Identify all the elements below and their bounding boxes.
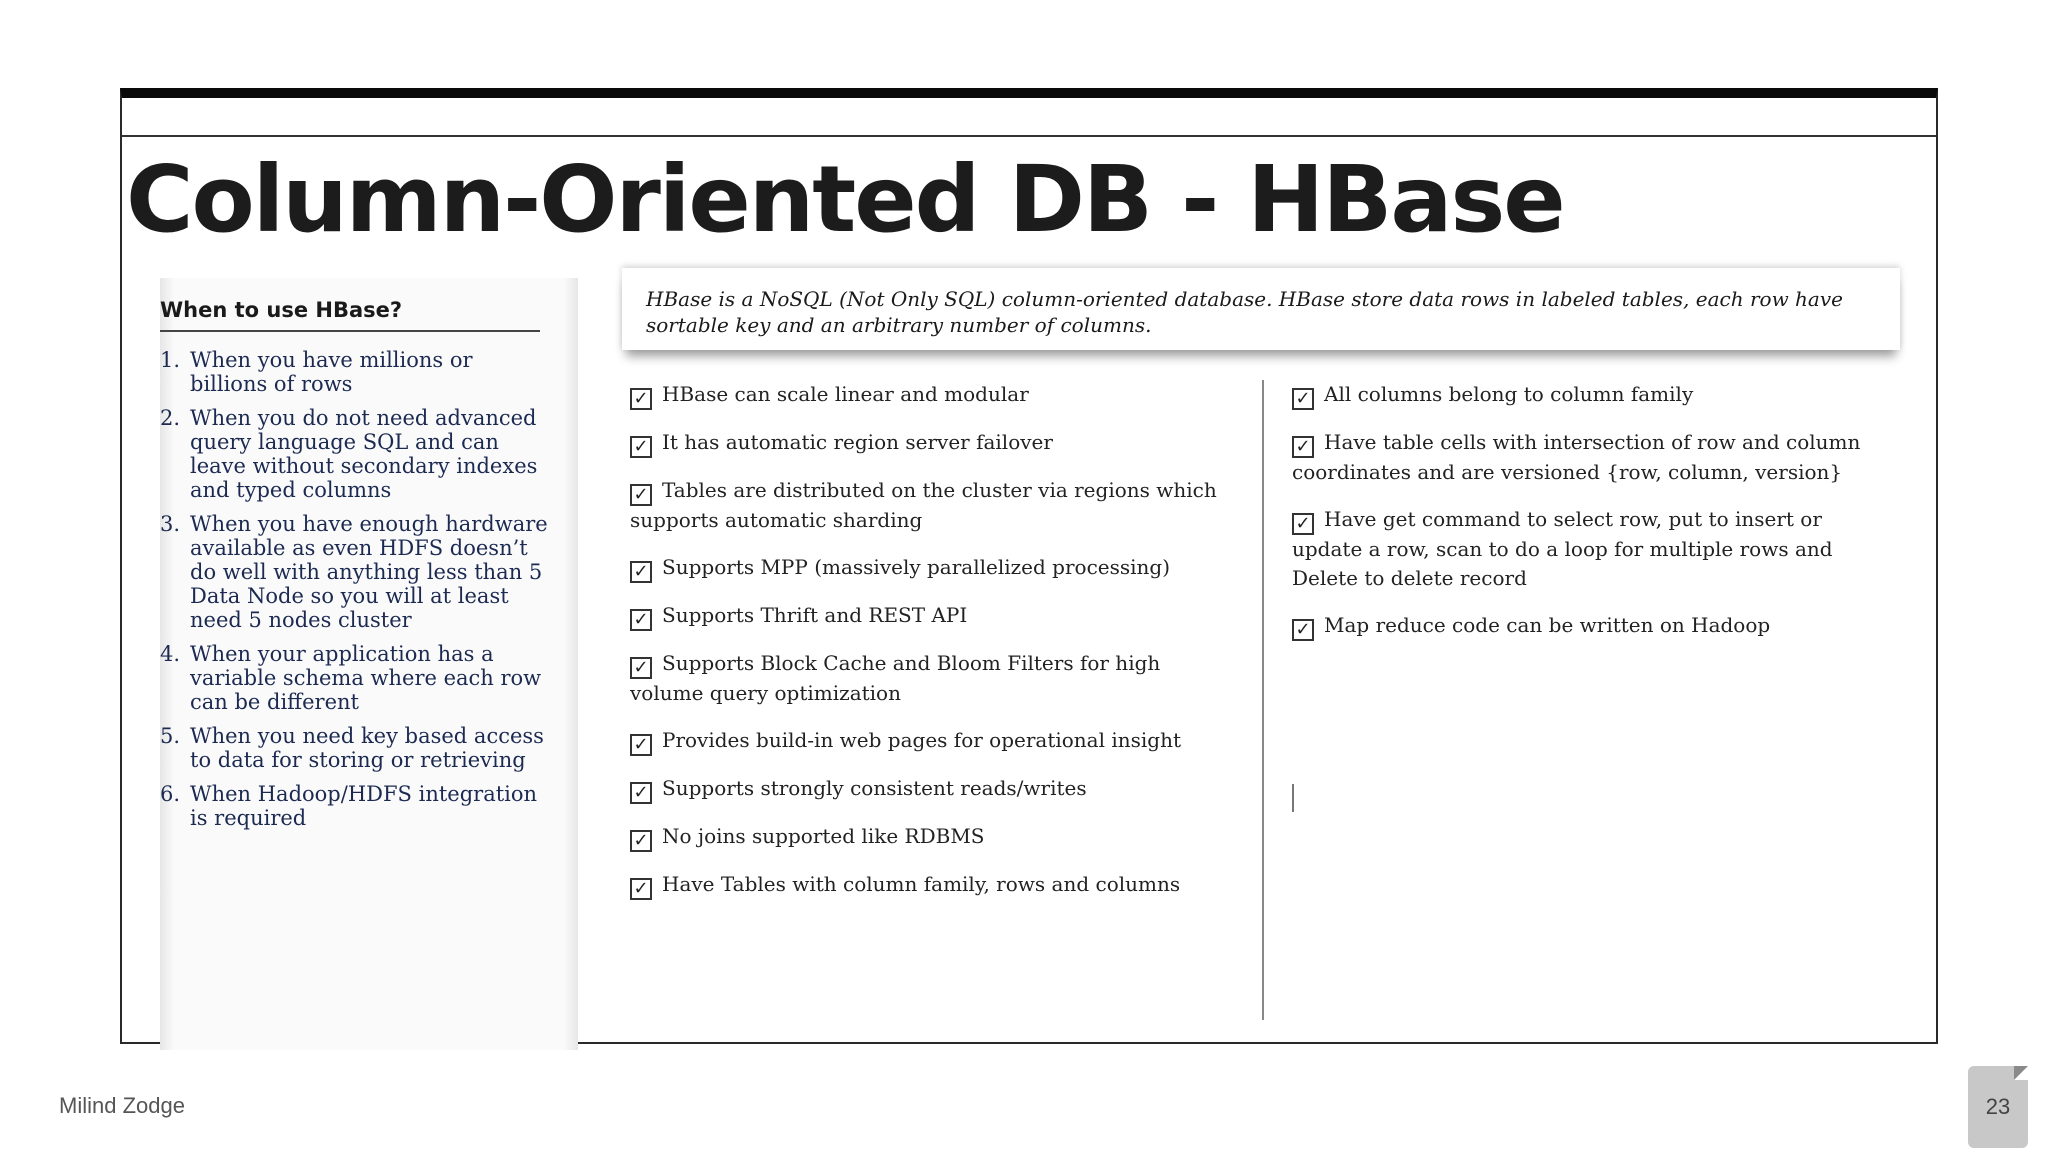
feature-text: HBase can scale linear and modular — [662, 382, 1029, 406]
feature-text: Tables are distributed on the cluster via regions which supports automatic sharding — [630, 478, 1217, 532]
feature-text: All columns belong to column family — [1324, 382, 1694, 406]
list-text: When you need key based access to data for storing or retrieving — [190, 724, 544, 772]
slide-image-frame — [120, 88, 1938, 1044]
list-number: 3. — [160, 512, 181, 536]
checkbox-checked-icon: ✓ — [630, 734, 652, 756]
footer-author: Milind Zodge — [59, 1093, 185, 1118]
checkbox-checked-icon: ✓ — [630, 436, 652, 458]
feature-text: Have get command to select row, put to insert or update a row, scan to do a loop for multiple rows and Delete to delete record — [1292, 507, 1833, 590]
checkbox-checked-icon: ✓ — [630, 878, 652, 900]
feature-item — [630, 476, 1230, 535]
checkbox-checked-icon: ✓ — [630, 388, 652, 410]
feature-item — [630, 380, 1230, 410]
list-number: 1. — [160, 348, 181, 372]
checkbox-checked-icon: ✓ — [630, 830, 652, 852]
list-text: When you do not need advanced query language SQL and can leave without secondary indexes and typed columns — [190, 406, 538, 502]
feature-list-left — [630, 380, 1230, 918]
feature-text: Have Tables with column family, rows and columns — [662, 872, 1181, 896]
list-number: 6. — [160, 782, 181, 806]
checkbox-checked-icon: ✓ — [1292, 513, 1314, 535]
list-text: When you have millions or billions of rows — [190, 348, 473, 396]
feature-list-right — [1292, 380, 1892, 659]
list-number: 2. — [160, 406, 181, 430]
feature-item — [630, 428, 1230, 458]
text-cursor — [1292, 784, 1294, 812]
top-rule — [122, 135, 1936, 137]
list-item — [160, 348, 550, 396]
list-text: When you have enough hardware available as even HDFS doesn’t do well with anything less than 5 Data Node so you will at least need 5 nodes cluster — [190, 512, 548, 632]
feature-text: Supports Block Cache and Bloom Filters for high volume query optimization — [630, 651, 1161, 705]
checkbox-checked-icon: ✓ — [1292, 388, 1314, 410]
list-item — [160, 406, 550, 502]
feature-text: Supports MPP (massively parallelized processing) — [662, 555, 1171, 579]
list-item — [160, 782, 550, 830]
page-fold-icon — [2014, 1066, 2028, 1080]
intro-box: HBase is a NoSQL (Not Only SQL) column-oriented database. HBase store data rows in labeled tables, each row have sortable key and an arbitrary number of columns. — [622, 268, 1900, 350]
sidebar-list — [160, 348, 550, 840]
list-number: 4. — [160, 642, 181, 666]
list-text: When Hadoop/HDFS integration is required — [190, 782, 538, 830]
feature-item — [1292, 380, 1892, 410]
list-item — [160, 724, 550, 772]
list-item — [160, 512, 550, 632]
checkbox-checked-icon: ✓ — [630, 609, 652, 631]
feature-item — [630, 870, 1230, 900]
feature-text: Map reduce code can be written on Hadoop — [1324, 613, 1771, 637]
feature-item — [630, 822, 1230, 852]
feature-item — [630, 601, 1230, 631]
when-to-use-sidebar — [160, 278, 578, 1050]
feature-text: Provides build-in web pages for operational insight — [662, 728, 1182, 752]
sidebar-title: When to use HBase? — [160, 298, 540, 332]
list-item — [160, 642, 550, 714]
page-number — [1968, 1066, 2028, 1148]
page-title: Column-Oriented DB - HBase — [126, 146, 1564, 253]
checkbox-checked-icon: ✓ — [630, 782, 652, 804]
checkbox-checked-icon: ✓ — [1292, 619, 1314, 641]
checkbox-checked-icon: ✓ — [1292, 436, 1314, 458]
feature-item — [1292, 428, 1892, 487]
feature-item — [630, 553, 1230, 583]
feature-item — [630, 726, 1230, 756]
column-divider — [1262, 380, 1264, 1020]
feature-text: No joins supported like RDBMS — [662, 824, 985, 848]
feature-item — [630, 774, 1230, 804]
checkbox-checked-icon: ✓ — [630, 561, 652, 583]
feature-item — [1292, 611, 1892, 641]
list-text: When your application has a variable schema where each row can be different — [190, 642, 542, 714]
page-number-text: 23 — [1985, 1094, 2011, 1119]
feature-item — [630, 649, 1230, 708]
feature-text: It has automatic region server failover — [662, 430, 1053, 454]
feature-text: Supports Thrift and REST API — [662, 603, 968, 627]
feature-text: Supports strongly consistent reads/writes — [662, 776, 1087, 800]
checkbox-checked-icon: ✓ — [630, 657, 652, 679]
list-number: 5. — [160, 724, 181, 748]
checkbox-checked-icon: ✓ — [630, 484, 652, 506]
feature-text: Have table cells with intersection of row and column coordinates and are versioned {row, column, version} — [1292, 430, 1861, 484]
feature-item — [1292, 505, 1892, 593]
